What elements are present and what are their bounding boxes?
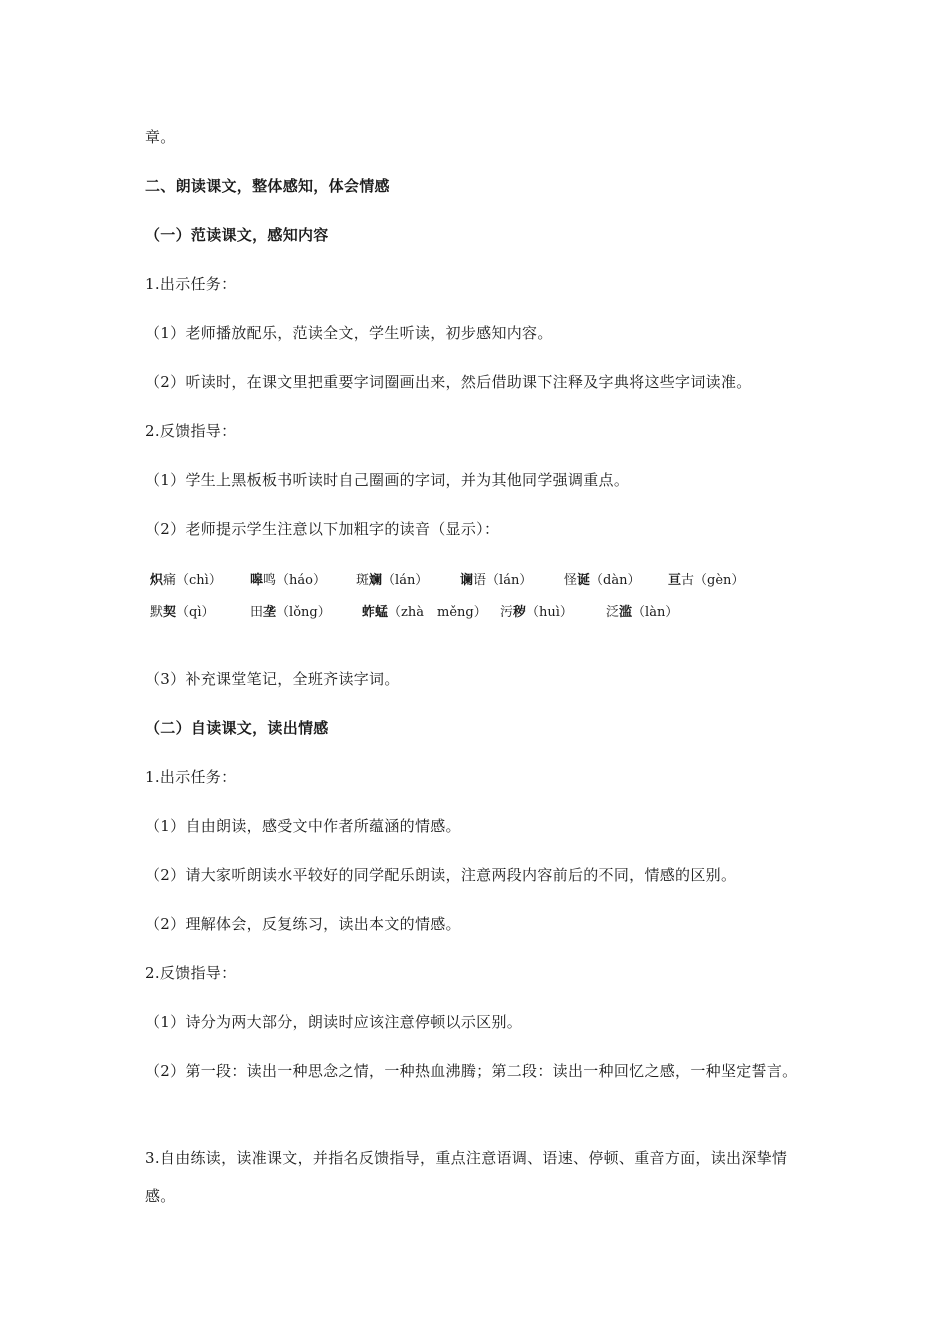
vocab-item: 田垄（lǒng） <box>250 605 331 620</box>
text-line: （3）补充课堂笔记，全班齐读字词。 <box>145 670 400 688</box>
vocab-item: 默契（qì） <box>150 605 215 620</box>
vocab-row-1 <box>150 571 790 591</box>
text-line: 章。 <box>145 128 176 146</box>
subsection-heading: （一）范读课文，感知内容 <box>145 226 329 244</box>
vocab-item: 炽痛（chì） <box>150 573 222 588</box>
subsection-heading: （二）自读课文，读出情感 <box>145 719 329 737</box>
vocab-item: 污秽（huì） <box>500 605 573 620</box>
section-heading: 二、朗读课文，整体感知，体会情感 <box>145 177 390 195</box>
text-line: （2）请大家听朗读水平较好的同学配乐朗读，注意两段内容前后的不同，情感的区别。 <box>145 866 737 884</box>
text-line: 2.反馈指导： <box>145 964 237 982</box>
vocab-item: 嗥鸣（háo） <box>250 573 326 588</box>
text-line: （1）学生上黑板板书听读时自己圈画的字词，并为其他同学强调重点。 <box>145 471 630 489</box>
text-line: （1）诗分为两大部分，朗读时应该注意停顿以示区别。 <box>145 1013 523 1031</box>
vocab-item: 怪诞（dàn） <box>564 573 641 588</box>
vocab-item: 谰语（lán） <box>460 573 533 588</box>
vocab-item: 泛滥（làn） <box>606 605 679 620</box>
vocab-row-2 <box>150 603 790 623</box>
text-line: 1.出示任务： <box>145 275 237 293</box>
vocab-item: 斑斓（lán） <box>356 573 429 588</box>
text-line: 2.反馈指导： <box>145 422 237 440</box>
vocab-item: 亘古（gèn） <box>668 573 745 588</box>
paragraph: （2）第一段：读出一种思念之情，一种热血沸腾；第二段：读出一种回忆之感，一种坚定誓言。 <box>145 1062 798 1080</box>
paragraph: 3.自由练读，读准课文，并指名反馈指导，重点注意语调、语速、停顿、重音方面，读出深挚情感。 <box>145 1149 788 1205</box>
text-line: （1）自由朗读，感受文中作者所蕴涵的情感。 <box>145 817 461 835</box>
vocab-item: 蚱蜢（zhà měng） <box>362 605 487 620</box>
text-line: （1）老师播放配乐，范读全文，学生听读，初步感知内容。 <box>145 324 553 342</box>
text-line: （2）老师提示学生注意以下加粗字的读音（显示）： <box>145 520 500 538</box>
text-line: 1.出示任务： <box>145 768 237 786</box>
text-line: （2）理解体会，反复练习，读出本文的情感。 <box>145 915 461 933</box>
text-line: （2）听读时，在课文里把重要字词圈画出来，然后借助课下注释及字典将这些字词读准。 <box>145 373 752 391</box>
